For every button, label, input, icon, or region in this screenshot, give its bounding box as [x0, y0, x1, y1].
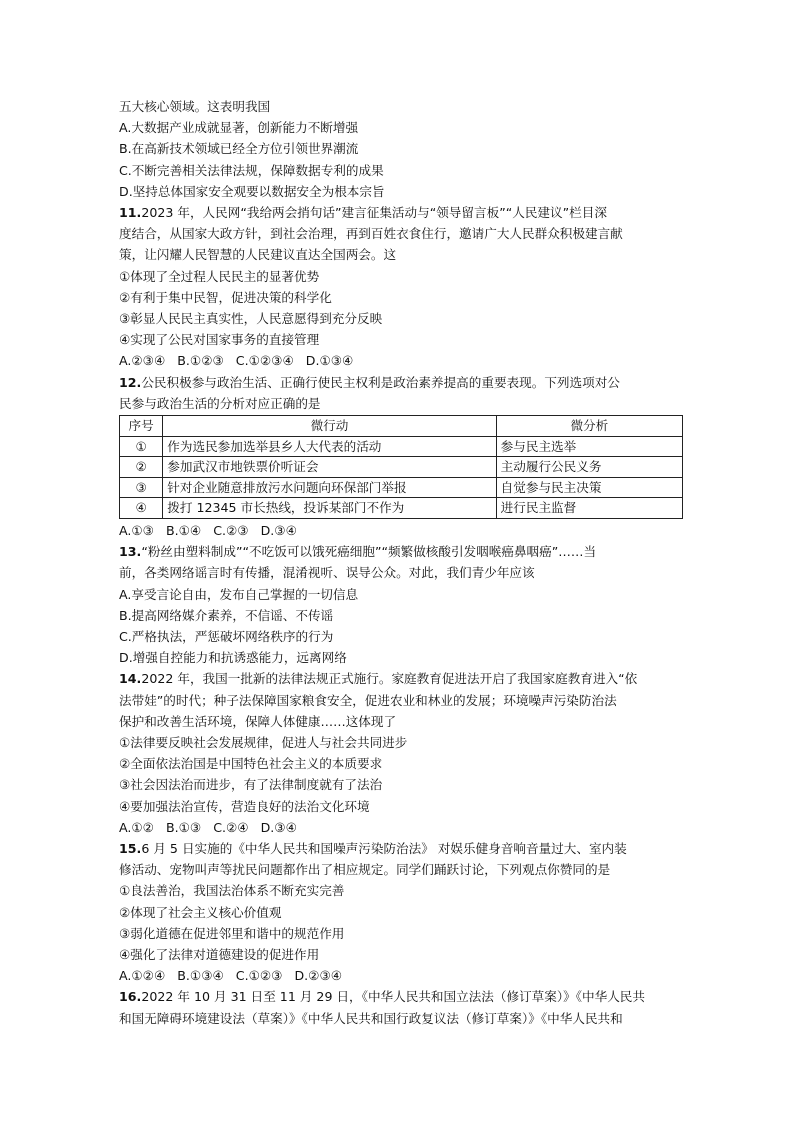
q14-item-1: ①法律要反映社会发展规律，促进人与社会共同进步: [119, 735, 408, 751]
q11-stem-line-3: 策，让闪耀人民智慧的人民建议直达全国两会。这: [119, 247, 397, 263]
q16-number: 16.: [119, 989, 142, 1005]
q10-option-b: B.在高新技术领域已经全方位引领世界潮流: [119, 141, 359, 157]
table-cell: 主动履行公民义务: [496, 457, 682, 478]
q11-stem-line-1: 11.2023 年，人民网“我给两会捎句话”建言征集活动与“领导留言板”“人民建议”栏目深: [119, 205, 607, 221]
q15-item-2: ②体现了社会主义核心价值观: [119, 904, 282, 920]
q13-option-a: A.享受言论自由，发布自己掌握的一切信息: [119, 586, 359, 602]
table-cell: ①: [120, 436, 163, 457]
q11-number: 11.: [119, 205, 142, 221]
q12-stem-line-1: 12.公民积极参与政治生活、正确行使民主权利是政治素养提高的重要表现。下列选项对公: [119, 374, 620, 390]
q14-item-3: ③社会因法治而进步，有了法律制度就有了法治: [119, 777, 383, 793]
q15-number: 15.: [119, 841, 142, 857]
table-header-cell: 微分析: [496, 416, 682, 437]
q15-stem-line-1: 15.6 月 5 日实施的《中华人民共和国噪声污染防治法》 对娱乐健身音响音量过大、室内装: [119, 841, 627, 857]
q13-stem-line-2: 前，各类网络谣言时有传播，混淆视听、误导公众。对此，我们青少年应该: [119, 565, 535, 581]
q13-option-c: C.严格执法，严惩破坏网络秩序的行为: [119, 629, 334, 645]
q11-item-1: ①体现了全过程人民民主的显著优势: [119, 268, 320, 284]
table-row: [120, 436, 683, 457]
q11-choices: A.②③④ B.①②③ C.①②③④ D.①③④: [119, 353, 354, 369]
q14-stem-line-1: 14.2022 年，我国一批新的法律法规正式施行。家庭教育促进法开启了我国家庭教育进入“依: [119, 671, 638, 687]
q14-number: 14.: [119, 671, 142, 687]
q14-stem-line-2: 法带娃”的时代；种子法保障国家粮食安全，促进农业和林业的发展；环境噪声污染防治法: [119, 692, 617, 708]
exam-page: [119, 96, 683, 1029]
q16-stem-line-1: 16.2022 年 10 月 31 日至 11 月 29 日，《中华人民共和国立法法（修订草案）》《中华人民共: [119, 989, 645, 1005]
q14-item-4: ④要加强法治宣传，营造良好的法治文化环境: [119, 798, 370, 814]
q11-item-2: ②有利于集中民智，促进决策的科学化: [119, 289, 332, 305]
table-cell: 拨打 12345 市长热线，投诉某部门不作为: [163, 498, 496, 519]
q10-option-c: C.不断完善相关法律法规，保障数据专利的成果: [119, 162, 384, 178]
q10-stem-tail: 五大核心领域。这表明我国: [119, 99, 271, 114]
q11-item-3: ③彰显人民民主真实性，人民意愿得到充分反映: [119, 311, 383, 327]
q10-option-d: D.坚持总体国家安全观要以数据安全为根本宗旨: [119, 183, 385, 199]
table-header-cell: 微行动: [163, 416, 496, 437]
q14-item-2: ②全面依法治国是中国特色社会主义的本质要求: [119, 756, 383, 772]
table-cell: ②: [120, 457, 163, 478]
table-row: [120, 498, 683, 519]
table-cell: 自觉参与民主决策: [496, 477, 682, 498]
q10-option-a: A.大数据产业成就显著，创新能力不断增强: [119, 120, 359, 136]
q16-stem-line-2: 和国无障碍环境建设法（草案）》《中华人民共和国行政复议法（修订草案）》《中华人民共和: [119, 1010, 623, 1026]
q15-stem-line-2: 修活动、宠物叫声等扰民问题都作出了相应规定。同学们踊跃讨论，下列观点你赞同的是: [119, 862, 611, 878]
q14-stem-line-3: 保护和改善生活环境，保障人体健康……这体现了: [119, 713, 397, 729]
q12-choices: A.①③ B.①④ C.②③ D.③④: [119, 523, 297, 539]
table-cell: ③: [120, 477, 163, 498]
q11-stem-line-2: 度结合，从国家大政方针，到社会治理，再到百姓衣食住行，邀请广大人民群众积极建言献: [119, 226, 623, 242]
q13-number: 13.: [119, 544, 142, 560]
table-cell: ④: [120, 498, 163, 519]
table-cell: 参加武汉市地铁票价听证会: [163, 457, 496, 478]
q13-stem-line-1: 13.“粉丝由塑料制成”“不吃饭可以饿死癌细胞”“频繁做核酸引发咽喉癌鼻咽癌”……当: [119, 544, 597, 560]
table-cell: 参与民主选举: [496, 436, 682, 457]
q12-stem-line-2: 民参与政治生活的分析对应正确的是: [119, 395, 321, 411]
q13-option-b: B.提高网络媒介素养，不信谣、不传谣: [119, 607, 334, 623]
q13-option-d: D.增强自控能力和抗诱惑能力，远离网络: [119, 650, 347, 666]
table-cell: 进行民主监督: [496, 498, 682, 519]
table-cell: 针对企业随意排放污水问题向环保部门举报: [163, 477, 496, 498]
table-header-cell: 序号: [120, 416, 163, 437]
q15-item-3: ③弱化道德在促进邻里和谐中的规范作用: [119, 925, 345, 941]
table-row: [120, 457, 683, 478]
q12-number: 12.: [119, 374, 142, 390]
q15-item-1: ①良法善治，我国法治体系不断充实完善: [119, 883, 345, 899]
table-cell: 作为选民参加选举县乡人大代表的活动: [163, 436, 496, 457]
q15-choices: A.①②④ B.①③④ C.①②③ D.②③④: [119, 968, 343, 984]
q14-choices: A.①② B.①③ C.②④ D.③④: [119, 819, 297, 835]
table-row: [120, 477, 683, 498]
q11-item-4: ④实现了公民对国家事务的直接管理: [119, 332, 320, 348]
table-header-row: [120, 416, 683, 437]
q15-item-4: ④强化了法律对道德建设的促进作用: [119, 947, 320, 963]
q12-table: [119, 415, 683, 519]
